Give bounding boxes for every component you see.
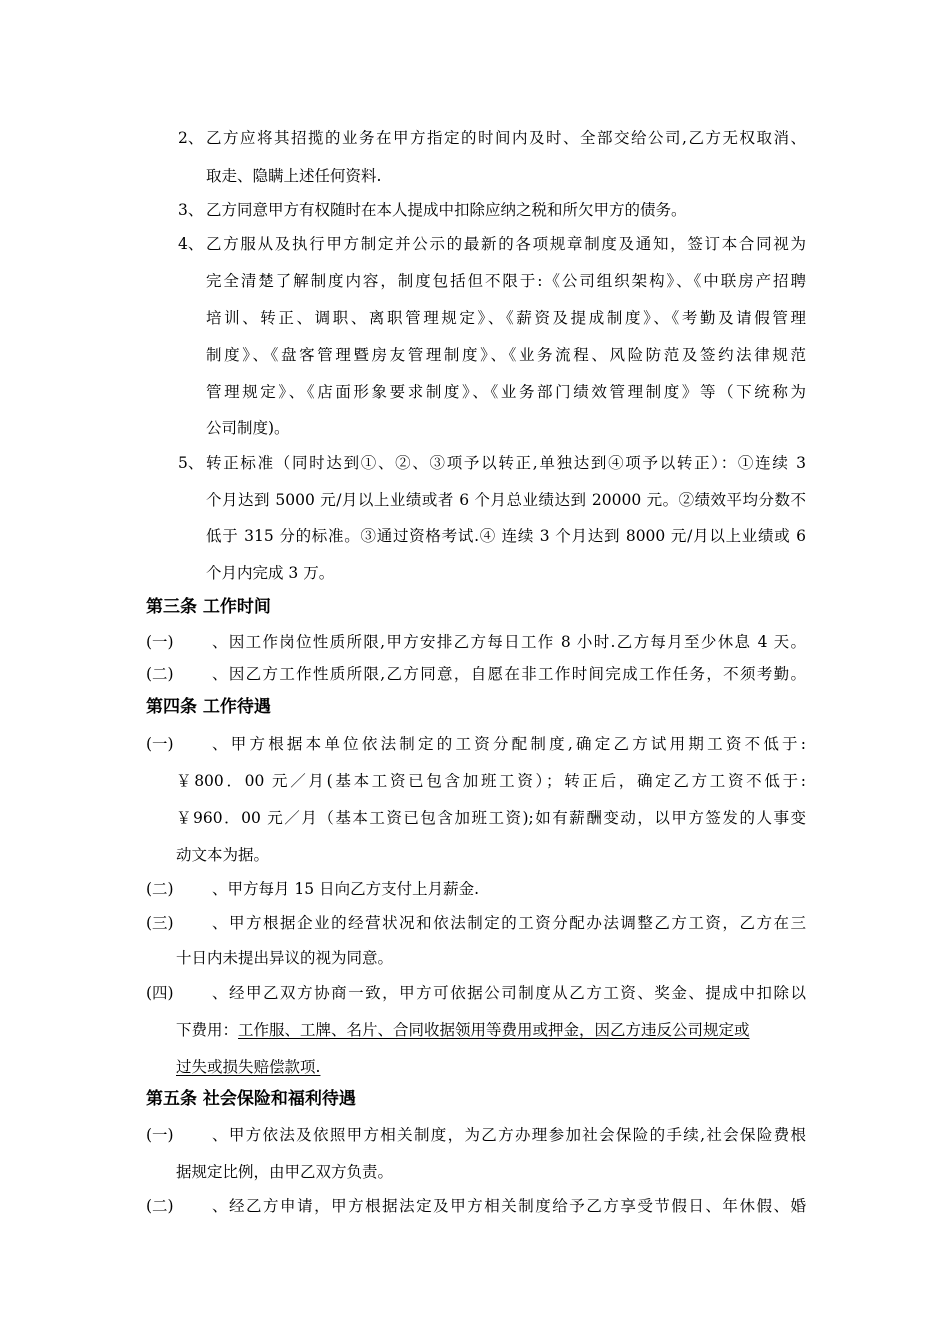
list-item-text: 公司制度)。 — [206, 419, 290, 437]
clause-text: 、甲方根据本单位依法制定的工资分配制度,确定乙方试用期工资不低于: — [212, 735, 806, 753]
clause-text: 、经甲乙双方协商一致，甲方可依据公司制度从乙方工资、奖金、提成中扣除以 — [212, 984, 806, 1002]
clause-number: (一) — [146, 633, 174, 651]
section-heading: 第四条 工作待遇 — [146, 697, 271, 717]
clause-text: 、因乙方工作性质所限,乙方同意，自愿在非工作时间完成工作任务，不须考勤。 — [212, 665, 806, 683]
clause-text: 、经乙方申请，甲方根据法定及甲方相关制度给予乙方享受节假日、年休假、婚 — [212, 1197, 806, 1215]
clause-text: 、因工作岗位性质所限,甲方安排乙方每日工作 8 小时.乙方每月至少休息 4 天。 — [212, 633, 806, 651]
clause-text: 十日内未提出异议的视为同意。 — [176, 949, 394, 967]
clause-number: (一) — [146, 735, 174, 753]
list-item-text: 乙方同意甲方有权随时在本人提成中扣除应纳之税和所欠甲方的债务。 — [206, 201, 687, 219]
list-number: 2、 — [178, 129, 204, 147]
clause-text-line — [176, 1020, 750, 1040]
clause-number: (二) — [146, 880, 174, 898]
list-item-text: 乙方应将其招揽的业务在甲方指定的时间内及时、全部交给公司,乙方无权取消、 — [206, 129, 806, 147]
list-number: 3、 — [178, 201, 204, 219]
clause-text: 动文本为据。 — [176, 846, 270, 864]
list-item-text: 个月达到 5000 元/月以上业绩或者 6 个月总业绩达到 20000 元。②绩效平均分数不 — [206, 491, 806, 509]
clause-text: 据规定比例，由甲乙双方负责。 — [176, 1163, 394, 1181]
clause-text: 、甲方依法及依照甲方相关制度，为乙方办理参加社会保险的手续,社会保险费根 — [212, 1126, 806, 1144]
underlined-text: 工作服、工牌、名片、合同收据领用等费用或押金，因乙方违反公司规定或 — [238, 1021, 750, 1039]
list-item-text: 转正标准（同时达到①、②、③项予以转正,单独达到④项予以转正）：①连续 3 — [206, 454, 806, 472]
clause-number: (二) — [146, 665, 174, 683]
list-item-text: 管理规定》、《店面形象要求制度》、《业务部门绩效管理制度》等（下统称为 — [206, 383, 806, 401]
list-item-text: 乙方服从及执行甲方制定并公示的最新的各项规章制度及通知，签订本合同视为 — [206, 235, 806, 253]
list-item-text: 制度》、《盘客管理暨房友管理制度》、《业务流程、风险防范及签约法律规范 — [206, 346, 806, 364]
clause-text-prefix: 下费用： — [176, 1021, 239, 1039]
clause-text: 、甲方根据企业的经营状况和依法制定的工资分配办法调整乙方工资，乙方在三 — [212, 914, 806, 932]
section-heading: 第五条 社会保险和福利待遇 — [146, 1089, 356, 1109]
list-item-text: 培训、转正、调职、离职管理规定》、《薪资及提成制度》、《考勤及请假管理 — [206, 309, 806, 327]
list-item-text: 完全清楚了解制度内容，制度包括但不限于:《公司组织架构》、《中联房产招聘 — [206, 272, 806, 290]
clause-number: (二) — [146, 1197, 174, 1215]
list-item-text: 个月内完成 3 万。 — [206, 564, 335, 582]
clause-number: (一) — [146, 1126, 174, 1144]
list-item-text: 低于 315 分的标准。③通过资格考试.④ 连续 3 个月达到 8000 元/月以上业绩或 6 — [206, 527, 806, 545]
clause-number: (四) — [146, 984, 174, 1002]
list-item-text: 取走、隐瞒上述任何资料. — [206, 167, 382, 185]
clause-text: 、甲方每月 15 日向乙方支付上月薪金. — [212, 880, 480, 898]
clause-text: ￥960．00 元／月（基本工资已包含加班工资);如有薪酬变动，以甲方签发的人事变 — [176, 809, 806, 827]
list-number: 4、 — [178, 235, 204, 253]
list-number: 5、 — [178, 454, 204, 472]
clause-number: (三) — [146, 914, 174, 932]
clause-text: ￥800．00 元／月(基本工资已包含加班工资）；转正后，确定乙方工资不低于: — [176, 772, 806, 790]
section-heading: 第三条 工作时间 — [146, 597, 271, 617]
underlined-text: 过失或损失赔偿款项. — [176, 1058, 321, 1076]
